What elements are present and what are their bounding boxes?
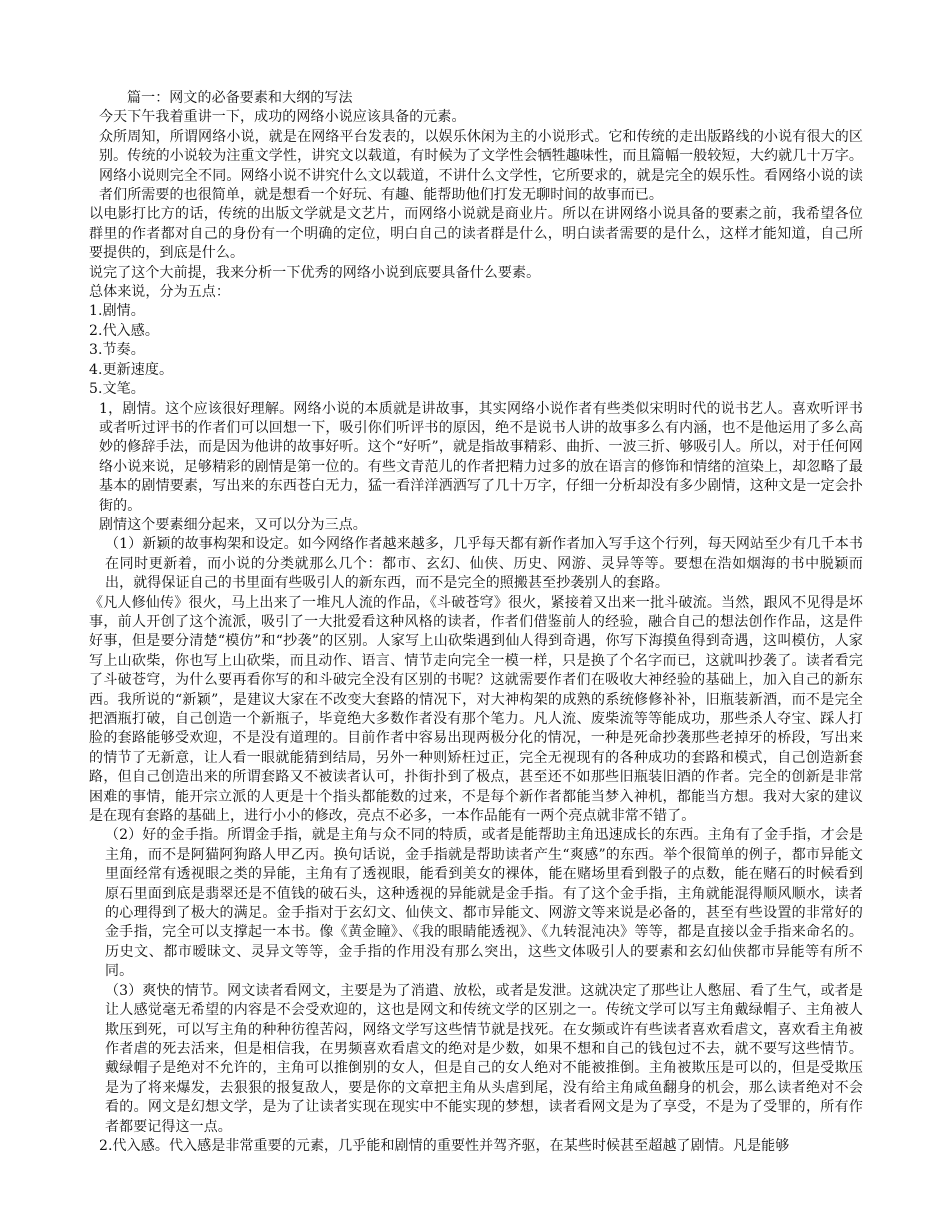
document-title: 篇一：网文的必备要素和大纲的写法 [127, 90, 353, 106]
list-item-number: 1. [89, 303, 103, 320]
section-plot: 1，剧情。这个应该很好理解。网络小说的本质就是讲故事，其实网络小说作者有些类似宋明时代的说书艺人。喜欢听评书或者听过评书的作者们可以回想一下，吸引你们听评书的原因，绝不是说书人讲的故事多么有内涵，也不是他运用了多么高妙的修辞手法，而是因为他讲的故事好听。这个“好听”，就是指故事精彩、曲折、一波三折、够吸引人。所以，对于任何网络小说来说，足够精彩的剧情是第一位的。有些文青范儿的作者把精力过多的放在语言的修饰和情绪的渲染上，却忽略了最基本的剧情要素，写出来的东西苍白无力，猛一看洋洋洒洒写了几十万字，仔细一分析却没有多少剧情，这种文是一定会扑街的。 [99, 400, 863, 514]
section-plot-subdivision: 剧情这个要素细分起来，又可以分为三点。 [99, 516, 367, 533]
point-golden-finger: （2）好的金手指。所谓金手指，就是主角与众不同的特质，或者是能帮助主角迅速成长的东西。主角有了金手指，才会是主角，而不是阿猫阿狗路人甲乙丙。换句话说，金手指就是帮助读者产生“爽感”的东西。举个很简单的例子，都市异能文里面经常有透视眼之类的异能，主角有了透视眼，能看到美女的裸体，能在赌场里看到骰子的点数，能在赌石的时候看到原石里面到底是翡翠还是不值钱的破石头，这种透视的异能就是金手指。有了这个金手指，主角就能混得顺风顺水，读者的心理得到了极大的满足。金手指对于玄幻文、仙侠文、都市异能文、网游文等来说是必备的，甚至有些设置的非常好的金手指，完全可以支撑起一本书。像《黄金瞳》、《我的眼睛能透视》、《九转混沌决》等等，都是直接以金手指来命名的。历史文、都市暧昧文、灵异文等等，金手指的作用没有那么突出，这些文体吸引人的要素和玄幻仙侠都市异能等有所不同。 [105, 827, 863, 980]
list-item-number: 5. [89, 381, 103, 398]
list-item [89, 361, 863, 380]
point-novel-framework-continued: 《凡人修仙传》很火，马上出来了一堆凡人流的作品，《斗破苍穹》很火，紧接着又出来一批斗破流。当然，跟风不见得是坏事，前人开创了这个流派，吸引了一大批爱看这种风格的读者，作者们借鉴前人的经验，融合自己的想法创作作品，这是件好事，但是要分清楚“模仿”和“抄袭”的区别。人家写上山砍柴遇到仙人得到奇遇，你写下海摸鱼得到奇遇，这叫模仿，人家写上山砍柴，你也写上山砍柴，而且动作、语言、情节走向完全一模一样，只是换了个名字而已，这就叫抄袭了。读者看完了斗破苍穹，为什么要再看你写的和斗破完全没有区别的书呢？这就需要作者们在吸收大神经验的基础上，加入自己的新东西。我所说的“新颖”，是建议大家在不改变大套路的情况下，对大神构架的成熟的系统修修补补，旧瓶装新酒，而不是完全把酒瓶打破，自己创造一个新瓶子，毕竟绝大多数作者没有那个笔力。凡人流、废柴流等等能成功，那些杀人夺宝、踩人打脸的套路能够受欢迎，不是没有道理的。目前作者中容易出现两极分化的情况，一种是死命抄袭那些老掉牙的桥段，写出来的情节了无新意，让人看一眼就能猜到结局，另外一种则矫枉过正，完全无视现有的各种成功的套路和模式，自己创造新套路，但自己创造出来的所谓套路又不被读者认可，扑街扑到了极点，甚至还不如那些旧瓶装旧酒的作者。完全的创新是非常困难的事情，能开宗立派的人更是十个指头都能数的过来，不是每个新作者都能当梦入神机，都能当方想。我对大家的建议是在现有套路的基础上，进行小小的修改，亮点不必多，一本作品能有一两个亮点就非常不错了。 [89, 594, 863, 825]
point-novel-framework: （1）新颖的故事构架和设定。如今网络作者越来越多，几乎每天都有新作者加入写手这个行列，每天网站至少有几千本书在同时更新着，而小说的分类就那么几个：都市、玄幻、仙侠、历史、网游、灵异等等。要想在浩如烟海的书中脱颖而出，就得保证自己的书里面有些吸引人的新东西，而不是完全的照搬甚至抄袭别人的套路。 [105, 536, 863, 592]
list-item [89, 302, 863, 321]
list-item-text: 更新速度。 [102, 361, 174, 378]
list-item [89, 322, 863, 341]
section-immersion: 2.代入感。代入感是非常重要的元素，几乎能和剧情的重要性并驾齐驱，在某些时候甚至超越了剧情。凡是能够 [99, 1137, 790, 1154]
list-item-text: 剧情。 [102, 303, 145, 320]
paragraph-definition: 众所周知，所谓网络小说，就是在网络平台发表的，以娱乐休闲为主的小说形式。它和传统的走出版路线的小说有很大的区别。传统的小说较为注重文学性，讲究文以载道，有时候为了文学性会牺牲趣味性，而且篇幅一般较短，大约就几十万字。网络小说则完全不同。网络小说不讲究什么文以载道，不讲什么文学性，它所要求的，就是完全的娱乐性。看网络小说的读者们所需要的也很简单，就是想看一个好玩、有趣、能帮助他们打发无聊时间的故事而已。 [99, 128, 863, 204]
list-item-number: 2. [89, 322, 103, 339]
paragraph-summary: 总体来说，分为五点： [89, 284, 230, 301]
paragraph-analogy: 以电影打比方的话，传统的出版文学就是文艺片，而网络小说就是商业片。所以在讲网络小说具备的要素之前，我希望各位群里的作者都对自己的身份有一个明确的定位，明白自己的读者群是什么，明白读者需要的是什么，这样才能知道，自己所要提供的，到底是什么。 [89, 206, 863, 262]
list-item [89, 341, 863, 360]
paragraph-premise: 说完了这个大前提，我来分析一下优秀的网络小说到底要具备什么要素。 [89, 264, 541, 281]
paragraph-intro: 今天下午我着重讲一下，成功的网络小说应该具备的元素。 [99, 109, 466, 126]
list-item-number: 4. [89, 361, 103, 378]
list-item-text: 代入感。 [102, 322, 159, 339]
point-satisfying-plot: （3）爽快的情节。网文读者看网文，主要是为了消遣、放松，或者是发泄。这就决定了那些让人憋屈、看了生气，或者是让人感觉毫无希望的内容是不会受欢迎的，这也是网文和传统文学的区别之一。传统文学可以写主角戴绿帽子、主角被人欺压到死，可以写主角的种种彷徨苦闷，网络文学写这些情节就是找死。在女频或许有些读者喜欢看虐文，喜欢看主角被作者虐的死去活来，但是相信我，在男频喜欢看虐文的绝对是少数，如果不想和自己的钱包过不去，就不要写这些情节。戴绿帽子是绝对不允许的，主角可以推倒别的女人，但是自己的女人绝对不能被推倒。主角被欺压是可以的，但是受欺压是为了将来爆发，去狠狠的报复敌人，要是你的文章把主角从头虐到尾，没有给主角咸鱼翻身的机会，那么读者绝对不会看的。网文是幻想文学，是为了让读者实现在现实中不能实现的梦想，读者看网文是为了享受，不是为了受罪的，所有作者都要记得这一点。 [105, 982, 863, 1135]
list-item-number: 3. [89, 342, 103, 359]
list-item [89, 380, 863, 399]
document-body [89, 89, 863, 1156]
list-item-text: 节奏。 [102, 342, 145, 359]
list-item-text: 文笔。 [102, 381, 145, 398]
